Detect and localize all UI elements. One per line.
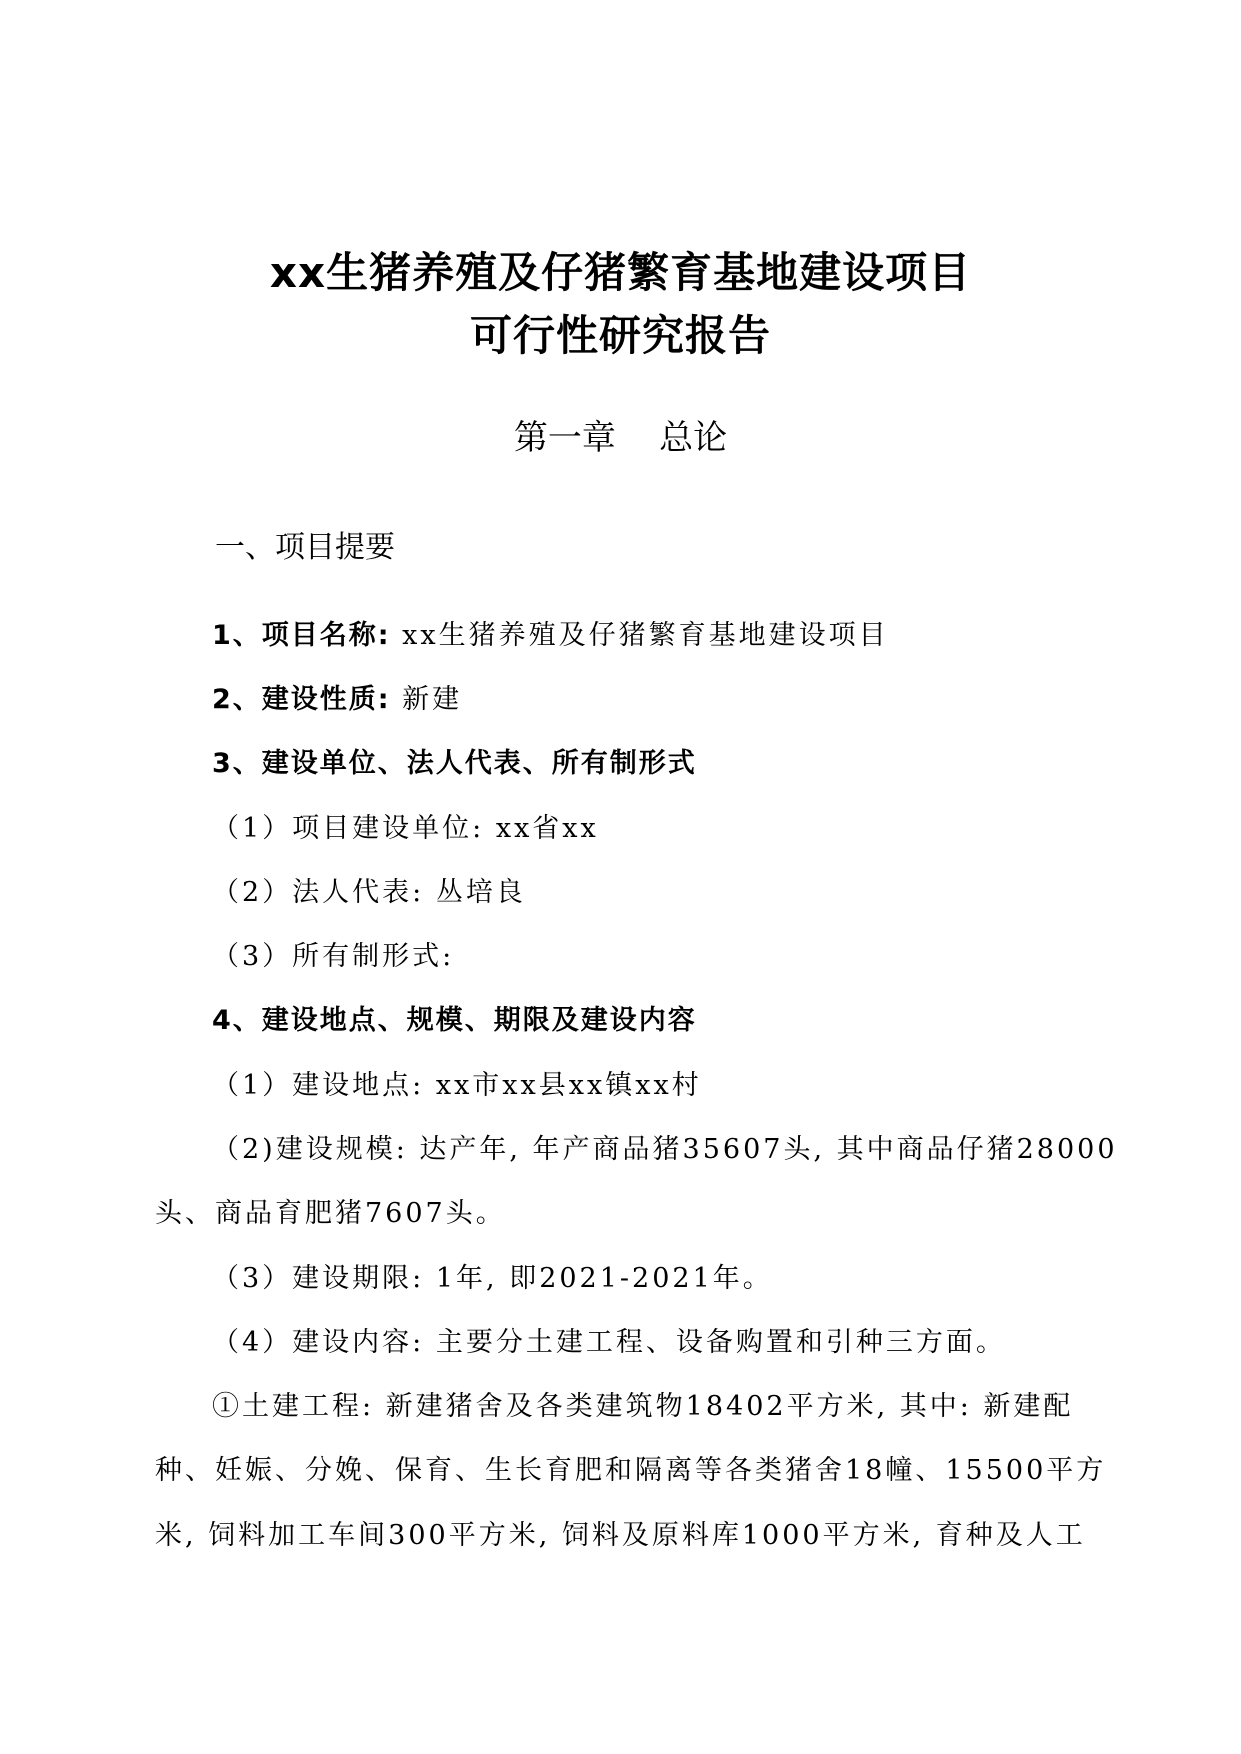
item-ownership-form: （3）所有制形式: [212, 941, 455, 972]
item-construction-period: （3）建设期限: 1年, 即2021-2021年。 [212, 1263, 773, 1294]
civil-works-line-3: 米, 饲料加工车间300平方米, 饲料及原料库1000平方米, 育种及人工 [155, 1520, 1086, 1551]
item-construction-nature-label: 2、建设性质: [212, 684, 391, 715]
item-construction-unit: （1）项目建设单位: xx省xx [212, 813, 599, 844]
civil-works-line-1: ①土建工程: 新建猪舍及各类建筑物18402平方米, 其中: 新建配 [212, 1391, 1074, 1422]
item-project-name [212, 613, 889, 652]
item-construction-unit-heading: 3、建设单位、法人代表、所有制形式 [212, 748, 697, 779]
item-project-name-label: 1、项目名称: [212, 620, 391, 651]
section-heading: 一、项目提要 [215, 530, 395, 565]
item-construction-nature-value: 新建 [390, 684, 463, 715]
item-project-name-value: xx生猪养殖及仔猪繁育基地建设项目 [390, 620, 889, 651]
civil-works-line-2: 种、妊娠、分娩、保育、生长育肥和隔离等各类猪舍18幢、15500平方 [155, 1455, 1107, 1486]
chapter-heading: 第一章 总论 [513, 418, 728, 458]
document-title-line-1: xx生猪养殖及仔猪繁育基地建设项目 [269, 248, 972, 297]
document-title-line-2: 可行性研究报告 [469, 311, 771, 360]
item-construction-nature [212, 677, 462, 716]
item-location-scale-heading: 4、建设地点、规模、期限及建设内容 [212, 1005, 697, 1036]
item-construction-scale-line-2: 头、商品育肥猪7607头。 [155, 1198, 506, 1229]
item-construction-scale-line-1: （2)建设规模: 达产年, 年产商品猪35607头, 其中商品仔猪28000 [212, 1134, 1118, 1165]
item-construction-location: （1）建设地点: xx市xx县xx镇xx村 [212, 1070, 702, 1101]
item-legal-representative: （2）法人代表: 丛培良 [212, 877, 526, 908]
item-construction-content: （4）建设内容: 主要分土建工程、设备购置和引种三方面。 [212, 1327, 1006, 1358]
